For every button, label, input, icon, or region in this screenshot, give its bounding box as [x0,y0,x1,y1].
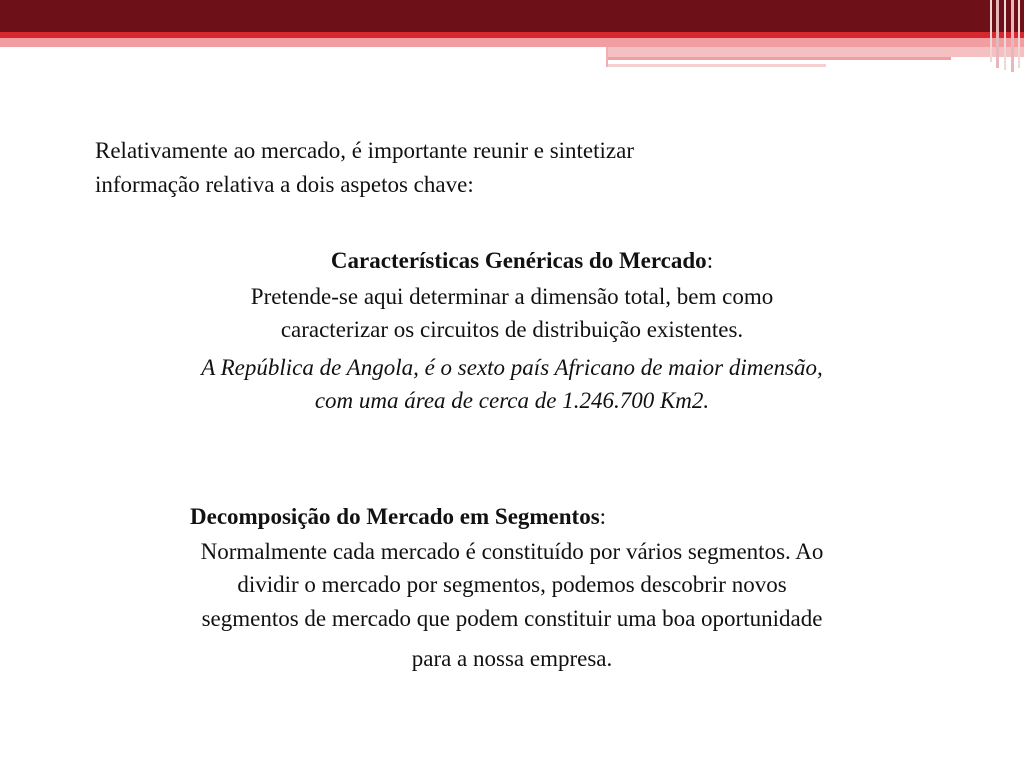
section1-body-line-2: caracterizar os circuitos de distribuição existentes. [280,317,744,342]
section2-body-line-2: dividir o mercado por segmentos, podemos descobrir novos [237,572,787,597]
section2-body-line-4: para a nossa empresa. [411,646,613,671]
section1-body-line-1: Pretende-se aqui determinar a dimensão total, bem como [250,284,774,309]
section2-body-line-3: segmentos de mercado que podem constituir uma boa oportunidade [201,606,823,631]
section1-italic-line-1: A República de Angola, é o sexto país Africano de maior dimensão, [201,355,823,380]
section2-body-line-1: Normalmente cada mercado é constituído por vários segmentos. Ao [200,539,824,564]
section1-heading: Características Genéricas do Mercado [330,248,707,273]
section2-heading-line [190,503,606,531]
section2-heading: Decomposição do Mercado em Segmentos [190,504,600,529]
intro-line-2: informação relativa a dois aspetos chave: [95,172,474,197]
section2-heading-colon: : [599,504,607,529]
intro-line-1: Relativamente ao mercado, é importante reunir e sintetizar [95,138,634,163]
section1-heading-colon: : [706,248,714,273]
section1-italic-line-2: com uma área de cerca de 1.246.700 Km2. [314,388,710,413]
section1-heading-line [10,247,1024,275]
